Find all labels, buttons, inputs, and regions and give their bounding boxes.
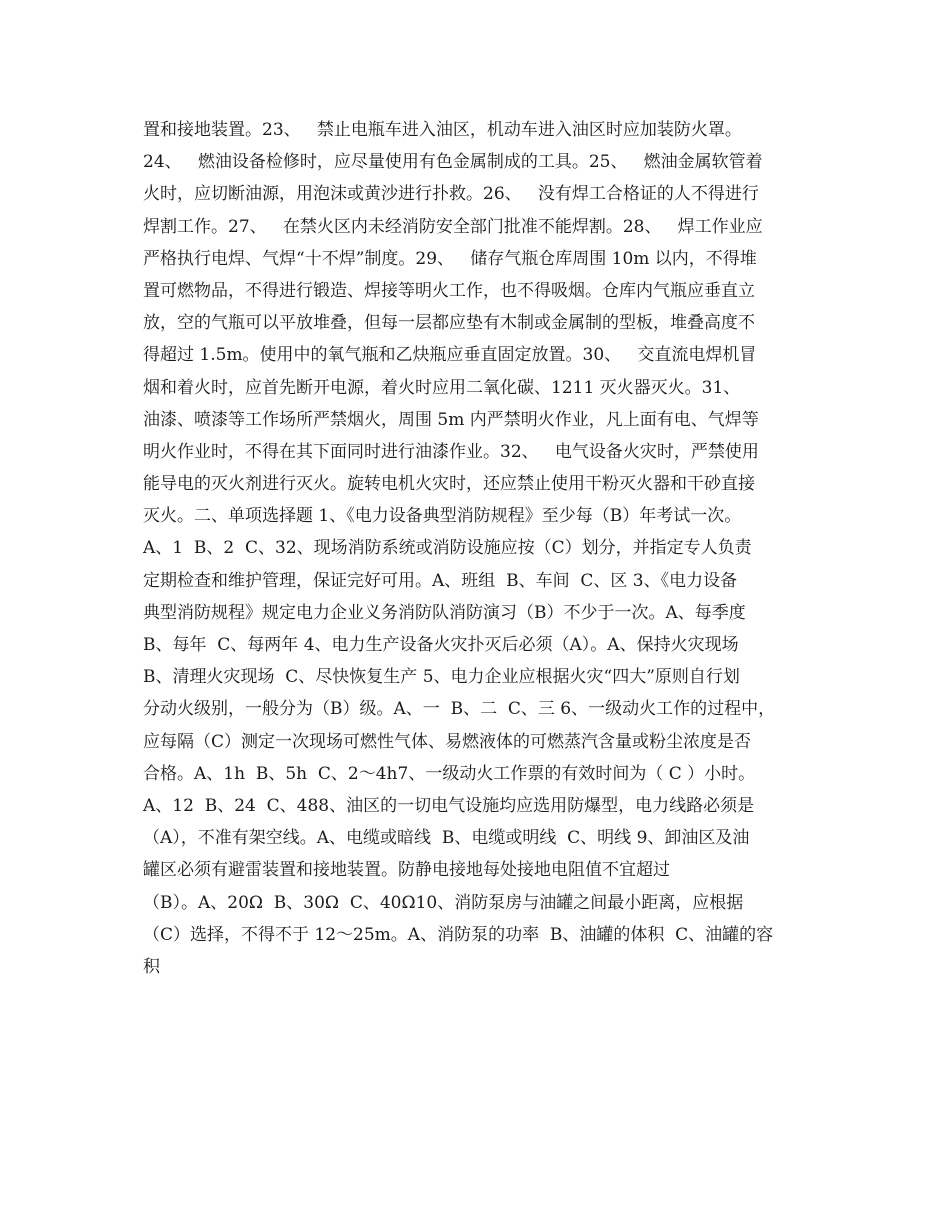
text-line: 能导电的灭火剂进行灭火。旋转电机火灾时，还应禁止使用干粉灭火器和干砂直接 (143, 474, 755, 495)
text-line: 罐区必须有避雷装置和接地装置。防静电接地每处接地电阻值不宜超过 (143, 860, 670, 881)
text-line: 得超过 1.5m。使用中的氧气瓶和乙炔瓶应垂直固定放置。30、 交直流电焊机冒 (143, 345, 757, 366)
text-line: 典型消防规程》规定电力企业义务消防队消防演习（B）不少于一次。A、每季度 (143, 602, 746, 623)
text-line: 置和接地装置。23、 禁止电瓶车进入油区，机动车进入油区时应加装防火罩。 (143, 120, 742, 140)
text-line: 积 (143, 956, 160, 977)
text-line: （B）。A、20Ω B、30Ω C、40Ω10、消防泵房与油罐之间最小距离，应根据 (143, 892, 744, 913)
text-line: 应每隔（C）测定一次现场可燃性气体、易燃液体的可燃蒸汽含量或粉尘浓度是否 (143, 731, 752, 752)
text-line: 放，空的气瓶可以平放堆叠，但每一层都应垫有木制或金属制的型板，堆叠高度不 (143, 313, 755, 334)
text-line: 明火作业时，不得在其下面同时进行油漆作业。32、 电气设备火灾时，严禁使用 (143, 441, 759, 462)
text-line: 严格执行电焊、气焊“十不焊”制度。29、 储存气瓶仓库周围 10m 以内，不得堆 (143, 248, 757, 269)
body-text (143, 114, 843, 983)
text-line: 置可燃物品，不得进行锻造、焊接等明火工作，也不得吸烟。仓库内气瓶应垂直立 (143, 280, 755, 301)
text-line: 灭火。二、单项选择题 1、《电力设备典型消防规程》至少每（B）年考试一次。 (143, 506, 742, 527)
text-line: 分动火级别，一般分为（B）级。A、一 B、二 C、三 6、一级动火工作的过程中， (143, 699, 776, 720)
text-line: 合格。A、1h B、5h C、2～4h7、一级动火工作票的有效时间为（ C ）小时。 (143, 763, 756, 784)
text-line: 24、 燃油设备检修时，应尽量使用有色金属制成的工具。25、 燃油金属软管着 (143, 152, 763, 173)
text-line: （A），不准有架空线。A、电缆或暗线 B、电缆或明线 C、明线 9、卸油区及油 (143, 828, 750, 849)
text-line: 火时，应切断油源，用泡沫或黄沙进行扑救。26、 没有焊工合格证的人不得进行 (143, 184, 759, 205)
text-line: A、1 B、2 C、32、现场消防系统或消防设施应按（C）划分，并指定专人负责 (143, 538, 752, 559)
text-line: 油漆、喷漆等工作场所严禁烟火，周围 5m 内严禁明火作业，凡上面有电、气焊等 (143, 409, 759, 430)
text-line: A、12 B、24 C、488、油区的一切电气设施均应选用防爆型，电力线路必须是 (143, 795, 755, 816)
text-line: 烟和着火时，应首先断开电源，着火时应用二氧化碳、1211 灭火器灭火。31、 (143, 377, 741, 398)
text-line: 定期检查和维护管理，保证完好可用。A、班组 B、车间 C、区 3、《电力设备 (143, 570, 738, 591)
text-line: 焊割工作。27、 在禁火区内未经消防安全部门批准不能焊割。28、 焊工作业应 (143, 216, 763, 237)
text-line: （C）选择，不得不于 12～25m。A、消防泵的功率 B、油罐的体积 C、油罐的容 (143, 924, 774, 945)
text-line: B、清理火灾现场 C、尽快恢复生产 5、电力企业应根据火灾“四大”原则自行划 (143, 667, 740, 688)
text-line: B、每年 C、每两年 4、电力生产设备火灾扑灭后必须（A）。A、保持火灾现场 (143, 635, 739, 655)
